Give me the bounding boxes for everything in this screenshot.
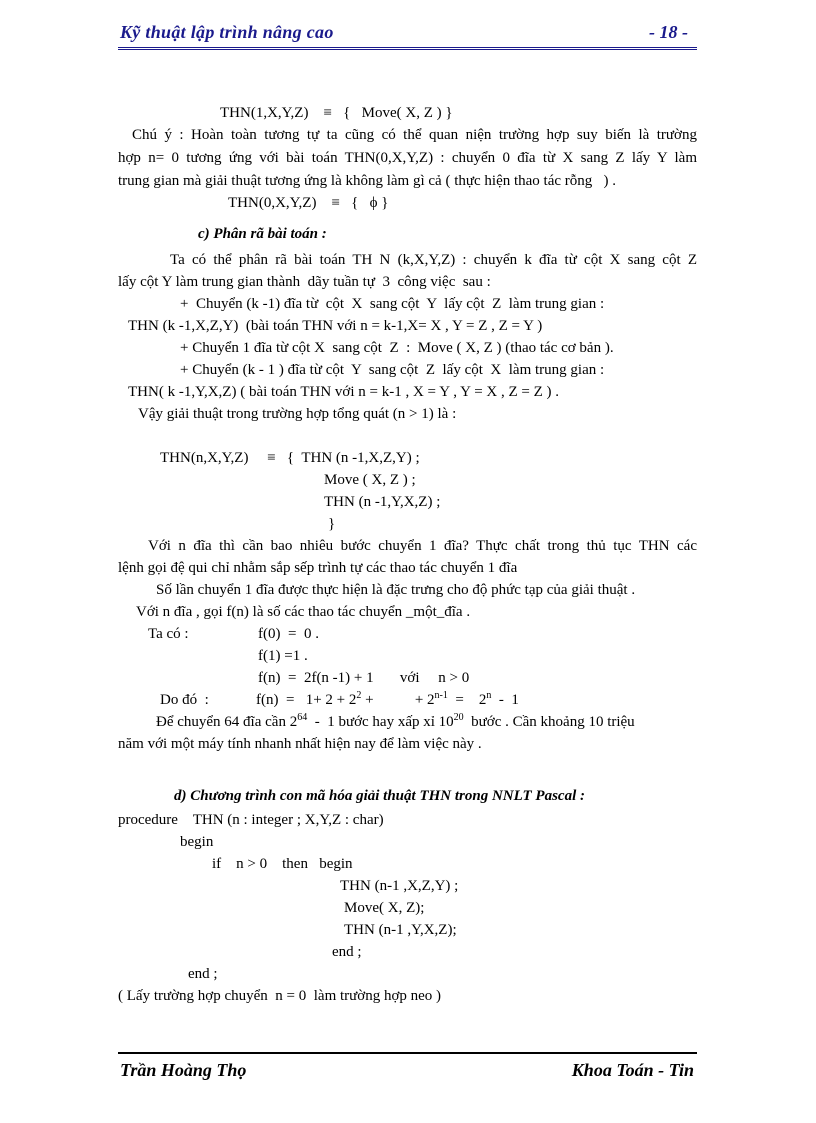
formula-line: $f(n) = 1+ 2 + 2^2$ + + $2^{n-1}$ = 2$^n$ - 1 bbox=[256, 690, 519, 708]
text-line: Do đó : bbox=[160, 692, 209, 708]
code-line: begin bbox=[180, 834, 214, 850]
formula-line: f(1) =1 . bbox=[258, 648, 308, 664]
text-line: lấy cột Y làm trung gian thành dãy tuần tự 3 công việc sau : bbox=[118, 274, 491, 290]
text-line: Với n đĩa , gọi f(n) là số các thao tác chuyển _một_đĩa . bbox=[136, 604, 471, 620]
code-line: THN (n-1 ,Y,X,Z); bbox=[344, 922, 457, 938]
text-line: THN(0,X,Y,Z) ≡ { ϕ } bbox=[228, 195, 389, 211]
text-line: Vậy giải thuật trong trường hợp tổng quát (n > 1) là : bbox=[138, 406, 457, 422]
header-rule bbox=[118, 47, 697, 50]
code-line: end ; bbox=[188, 966, 218, 982]
formula-line: } bbox=[328, 516, 336, 532]
footer-department: Khoa Toán - Tin bbox=[571, 1060, 694, 1080]
text-line: Ta có : bbox=[148, 626, 189, 642]
text-line: Với n đĩa thì cần bao nhiêu bước chuyển 1 đĩa? Thực chất trong thủ tục THN các bbox=[148, 538, 697, 554]
text-line: lệnh gọi đệ qui chỉ nhằm sắp sếp trình tự các thao tác chuyển 1 đĩa bbox=[118, 560, 518, 576]
section-heading: d) Chương trình con mã hóa giải thuật THN trong NNLT Pascal : bbox=[174, 788, 585, 804]
text-line: THN( k -1,Y,X,Z) ( bài toán THN với n = k-1 , X = Y , Y = X , Z = Z ) . bbox=[128, 384, 560, 400]
formula-line: THN(n,X,Y,Z) ≡ { THN (n -1,X,Z,Y) ; bbox=[160, 450, 420, 466]
text-line: + Chuyển (k -1) đĩa từ cột X sang cột Y lấy cột Z làm trung gian : bbox=[180, 296, 605, 312]
formula-line: Move ( X, Z ) ; bbox=[324, 472, 416, 488]
formula-line: THN (n -1,Y,X,Z) ; bbox=[324, 494, 441, 510]
text-line: Để chuyển 64 đĩa cần $2^{64} - 1$ bước hay xấp xỉ $10^{20}$ bước . Cần khoảng 10 triệu bbox=[156, 712, 635, 730]
code-line: procedure THN (n : integer ; X,Y,Z : char) bbox=[118, 812, 384, 828]
footer-author: Trần Hoàng Thọ bbox=[120, 1060, 247, 1080]
text-line: Số lần chuyển 1 đĩa được thực hiện là đặc trưng cho độ phức tạp của giải thuật . bbox=[156, 582, 636, 598]
code-line: end ; bbox=[332, 944, 362, 960]
formula-line: f(n) = 2f(n -1) + 1 với n > 0 bbox=[258, 670, 470, 686]
header-title: Kỹ thuật lập trình nâng cao bbox=[120, 22, 334, 42]
formula-line: f(0) = 0 . bbox=[258, 626, 319, 642]
text-line: THN(1,X,Y,Z) ≡ { Move( X, Z ) } bbox=[220, 105, 453, 121]
text-line: + Chuyển 1 đĩa từ cột X sang cột Z : Move ( X, Z ) (thao tác cơ bản ). bbox=[180, 340, 614, 356]
code-line: THN (n-1 ,X,Z,Y) ; bbox=[340, 878, 459, 894]
text-line: THN (k -1,X,Z,Y) (bài toán THN với n = k-1,X= X , Y = Z , Z = Y ) bbox=[128, 318, 543, 334]
text-line: + Chuyển (k - 1 ) đĩa từ cột Y sang cột Z lấy cột X làm trung gian : bbox=[180, 362, 605, 378]
text-line: Ta có thể phân rã bài toán TH N (k,X,Y,Z) : chuyển k đĩa từ cột X sang cột Z bbox=[170, 252, 697, 268]
code-line: if n > 0 then begin bbox=[212, 856, 353, 872]
footer-rule bbox=[118, 1052, 697, 1054]
text-line: trung gian mà giải thuật tương ứng là không làm gì cả ( thực hiện thao tác rỗng ) . bbox=[118, 173, 617, 189]
text-line: hợp n= 0 tương ứng với bài toán THN(0,X,Y,Z) : chuyển 0 đĩa từ X sang Z lấy Y làm bbox=[118, 150, 697, 166]
section-heading: c) Phân rã bài toán : bbox=[198, 226, 327, 242]
text-line: Chú ý : Hoàn toàn tương tự ta cũng có thể quan niện trường hợp suy biến là trường bbox=[132, 127, 697, 143]
code-line: Move( X, Z); bbox=[344, 900, 425, 916]
page-number: - 18 - bbox=[649, 22, 688, 42]
text-line: ( Lấy trường hợp chuyển n = 0 làm trường hợp neo ) bbox=[118, 988, 442, 1004]
text-line: năm với một máy tính nhanh nhất hiện nay để làm việc này . bbox=[118, 736, 482, 752]
